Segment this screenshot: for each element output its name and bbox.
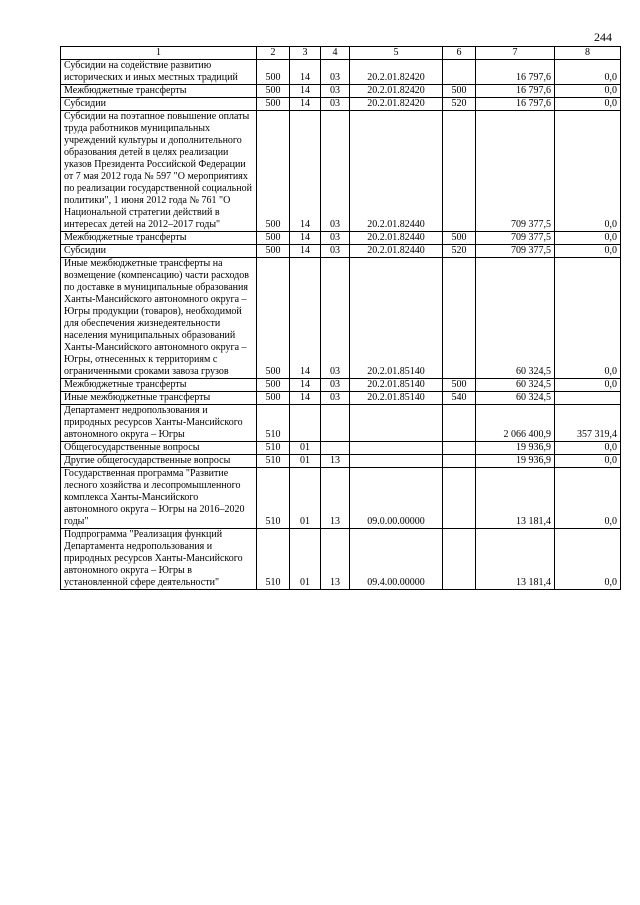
row-amount-8: 357 319,4 — [555, 405, 621, 442]
row-amount-7: 19 936,9 — [476, 455, 555, 468]
row-code-6 — [443, 111, 476, 232]
row-code-5: 20.2.01.82440 — [350, 245, 443, 258]
row-code-6 — [443, 455, 476, 468]
row-code-2: 510 — [257, 468, 290, 529]
table-header-row — [61, 47, 621, 60]
row-code-6 — [443, 529, 476, 590]
row-code-4 — [321, 442, 350, 455]
row-code-2: 500 — [257, 98, 290, 111]
row-code-6: 500 — [443, 85, 476, 98]
page-number: 244 — [594, 30, 612, 44]
row-name: Подпрограмма "Реализация функций Департамента недропользования и природных ресурсов Ханты-Мансийского автономного округа – Югры в установленной сфере деятельности" — [61, 529, 257, 590]
row-amount-8: 0,0 — [555, 468, 621, 529]
row-amount-7: 709 377,5 — [476, 232, 555, 245]
row-amount-7: 60 324,5 — [476, 258, 555, 379]
row-code-3: 01 — [290, 468, 321, 529]
row-code-4: 03 — [321, 245, 350, 258]
row-code-5: 09.4.00.00000 — [350, 529, 443, 590]
table-row — [61, 442, 621, 455]
row-name: Государственная программа "Развитие лесного хозяйства и лесопромышленного комплекса Ханты-Мансийского автономного округа – Югры на 2016–2020 годы" — [61, 468, 257, 529]
row-code-4: 03 — [321, 60, 350, 85]
row-code-4: 03 — [321, 258, 350, 379]
row-code-3: 14 — [290, 392, 321, 405]
table-row — [61, 111, 621, 232]
row-code-5 — [350, 405, 443, 442]
row-code-6 — [443, 442, 476, 455]
row-code-5: 20.2.01.82420 — [350, 60, 443, 85]
row-code-3: 01 — [290, 442, 321, 455]
row-amount-7: 60 324,5 — [476, 392, 555, 405]
row-amount-7: 709 377,5 — [476, 245, 555, 258]
row-code-2: 500 — [257, 60, 290, 85]
budget-table — [60, 46, 621, 590]
row-code-3: 01 — [290, 529, 321, 590]
row-code-5: 09.0.00.00000 — [350, 468, 443, 529]
column-header-7: 7 — [476, 47, 555, 60]
row-code-3: 14 — [290, 232, 321, 245]
row-code-2: 510 — [257, 529, 290, 590]
column-header-4: 4 — [321, 47, 350, 60]
column-header-6: 6 — [443, 47, 476, 60]
table-row — [61, 258, 621, 379]
row-code-6: 520 — [443, 245, 476, 258]
row-code-4 — [321, 405, 350, 442]
table-row — [61, 468, 621, 529]
row-code-3: 14 — [290, 111, 321, 232]
row-amount-7: 16 797,6 — [476, 85, 555, 98]
row-amount-8: 0,0 — [555, 442, 621, 455]
row-amount-8: 0,0 — [555, 232, 621, 245]
row-code-6: 540 — [443, 392, 476, 405]
table-row — [61, 85, 621, 98]
table-row — [61, 392, 621, 405]
row-code-6 — [443, 468, 476, 529]
row-amount-8: 0,0 — [555, 529, 621, 590]
row-name: Иные межбюджетные трансферты на возмещение (компенсацию) части расходов по доставке в муниципальные образования Ханты-Мансийского автономного округа – Югры продукции (товаров), необходимой для обеспечения жизнедеятельности населения муниципальных образований Ханты-Мансийского автономного округа – Югры, отнесенных к территориям с ограниченными сроками завоза грузов — [61, 258, 257, 379]
row-code-2: 510 — [257, 442, 290, 455]
row-name: Иные межбюджетные трансферты — [61, 392, 257, 405]
row-code-4: 03 — [321, 85, 350, 98]
row-code-6 — [443, 60, 476, 85]
row-code-2: 510 — [257, 405, 290, 442]
row-code-6: 500 — [443, 232, 476, 245]
row-code-2: 500 — [257, 379, 290, 392]
row-name: Департамент недропользования и природных ресурсов Ханты-Мансийского автономного округа – Югры — [61, 405, 257, 442]
column-header-3: 3 — [290, 47, 321, 60]
row-code-4: 13 — [321, 455, 350, 468]
row-code-4: 13 — [321, 468, 350, 529]
row-name: Общегосударственные вопросы — [61, 442, 257, 455]
row-amount-8: 0,0 — [555, 98, 621, 111]
row-code-4: 03 — [321, 379, 350, 392]
row-name: Субсидии на содействие развитию исторических и иных местных традиций — [61, 60, 257, 85]
row-amount-7: 19 936,9 — [476, 442, 555, 455]
table-row — [61, 455, 621, 468]
row-name: Межбюджетные трансферты — [61, 232, 257, 245]
row-name: Межбюджетные трансферты — [61, 379, 257, 392]
table-row — [61, 379, 621, 392]
row-code-6 — [443, 258, 476, 379]
row-amount-8: 0,0 — [555, 245, 621, 258]
table-row — [61, 405, 621, 442]
row-code-4: 03 — [321, 392, 350, 405]
row-code-5: 20.2.01.82420 — [350, 98, 443, 111]
table-row — [61, 529, 621, 590]
table-row — [61, 98, 621, 111]
row-code-4: 03 — [321, 111, 350, 232]
row-name: Другие общегосударственные вопросы — [61, 455, 257, 468]
row-code-3: 14 — [290, 379, 321, 392]
row-amount-8: 0,0 — [555, 85, 621, 98]
row-code-3: 14 — [290, 258, 321, 379]
row-code-5: 20.2.01.85140 — [350, 379, 443, 392]
row-code-2: 500 — [257, 85, 290, 98]
row-code-2: 500 — [257, 232, 290, 245]
row-name: Субсидии на поэтапное повышение оплаты труда работников муниципальных учреждений культуры и дополнительного образования детей в целях реализации указов Президента Российской Федерации от 7 мая 2012 года № 597 "О мероприятиях по реализации государственной социальной политики", 1 июня 2012 года № 761 "О Национальной стратегии действий в интересах детей на 2012–2017 годы" — [61, 111, 257, 232]
row-name: Межбюджетные трансферты — [61, 85, 257, 98]
row-code-3: 01 — [290, 455, 321, 468]
row-code-3: 14 — [290, 60, 321, 85]
column-header-8: 8 — [555, 47, 621, 60]
column-header-5: 5 — [350, 47, 443, 60]
row-code-2: 500 — [257, 392, 290, 405]
row-code-5: 20.2.01.85140 — [350, 392, 443, 405]
row-amount-7: 60 324,5 — [476, 379, 555, 392]
row-code-2: 500 — [257, 258, 290, 379]
row-code-2: 510 — [257, 455, 290, 468]
row-code-6: 520 — [443, 98, 476, 111]
row-code-6 — [443, 405, 476, 442]
row-amount-7: 13 181,4 — [476, 529, 555, 590]
row-code-3: 14 — [290, 98, 321, 111]
row-name: Субсидии — [61, 245, 257, 258]
table-row — [61, 245, 621, 258]
row-code-2: 500 — [257, 111, 290, 232]
row-code-3: 14 — [290, 85, 321, 98]
row-code-5: 20.2.01.82440 — [350, 232, 443, 245]
row-code-4: 13 — [321, 529, 350, 590]
row-code-4: 03 — [321, 98, 350, 111]
row-amount-7: 16 797,6 — [476, 98, 555, 111]
row-amount-7: 13 181,4 — [476, 468, 555, 529]
row-name: Субсидии — [61, 98, 257, 111]
row-amount-8: 0,0 — [555, 258, 621, 379]
row-code-5 — [350, 455, 443, 468]
row-amount-8: 0,0 — [555, 379, 621, 392]
row-code-5: 20.2.01.82420 — [350, 85, 443, 98]
row-amount-7: 2 066 400,9 — [476, 405, 555, 442]
table-row — [61, 60, 621, 85]
row-amount-8 — [555, 392, 621, 405]
table-row — [61, 232, 621, 245]
row-code-2: 500 — [257, 245, 290, 258]
row-code-5 — [350, 442, 443, 455]
column-header-2: 2 — [257, 47, 290, 60]
row-code-5: 20.2.01.82440 — [350, 111, 443, 232]
row-amount-8: 0,0 — [555, 60, 621, 85]
row-code-5: 20.2.01.85140 — [350, 258, 443, 379]
row-code-3 — [290, 405, 321, 442]
row-amount-7: 709 377,5 — [476, 111, 555, 232]
row-code-3: 14 — [290, 245, 321, 258]
row-amount-7: 16 797,6 — [476, 60, 555, 85]
row-code-4: 03 — [321, 232, 350, 245]
column-header-1: 1 — [61, 47, 257, 60]
row-amount-8: 0,0 — [555, 455, 621, 468]
row-code-6: 500 — [443, 379, 476, 392]
row-amount-8: 0,0 — [555, 111, 621, 232]
